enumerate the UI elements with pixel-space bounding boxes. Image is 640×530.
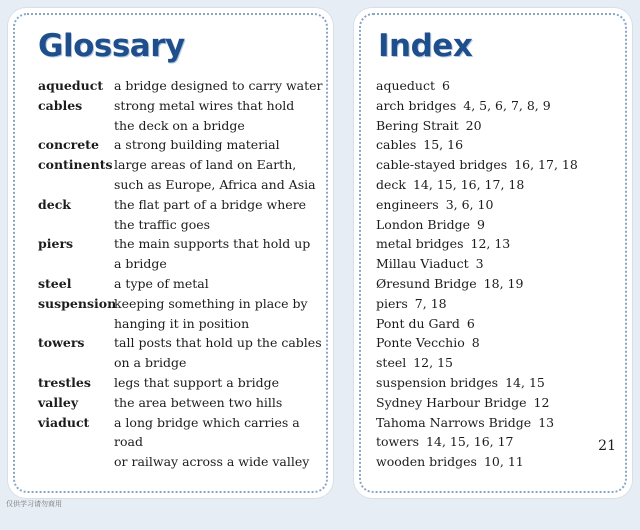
- index-pages: 15, 16: [423, 137, 464, 153]
- index-pages: 6: [466, 315, 475, 331]
- index-entry: [376, 135, 626, 155]
- index-pages: 14, 15: [505, 374, 545, 390]
- definition-line: the area between two hills: [114, 394, 283, 410]
- glossary-title: Glossary: [38, 28, 185, 64]
- index-entry: [376, 155, 626, 175]
- glossary-definition: [114, 274, 328, 294]
- index-entry: [376, 195, 626, 215]
- glossary-entry: [38, 333, 328, 373]
- footer-note: 仅供学习请勿商用: [6, 500, 62, 508]
- glossary-entry: [38, 76, 328, 96]
- index-term: cables: [376, 137, 417, 153]
- glossary-entry: [38, 274, 328, 294]
- definition-line: a strong building material: [114, 137, 280, 153]
- glossary-entry: [38, 373, 328, 393]
- glossary-entry: [38, 413, 328, 472]
- index-term: deck: [376, 176, 406, 192]
- definition-line: the main supports that hold up: [114, 236, 311, 252]
- definition-line: the deck on a bridge: [114, 117, 245, 133]
- index-term: towers: [376, 434, 420, 450]
- glossary-term: cables: [38, 97, 83, 113]
- index-term: suspension bridges: [376, 374, 499, 390]
- glossary-definition: [114, 135, 328, 155]
- index-entry: [376, 215, 626, 235]
- glossary-term: piers: [38, 236, 74, 252]
- index-panel: [354, 8, 632, 498]
- index-entry: [376, 234, 626, 254]
- glossary-definition: [114, 76, 328, 96]
- index-entry: [376, 452, 626, 472]
- index-entry: [376, 333, 626, 353]
- definition-line: tall posts that hold up the cables: [114, 335, 322, 351]
- index-entry: [376, 254, 626, 274]
- index-pages: 6: [441, 78, 450, 93]
- glossary-panel: [8, 8, 333, 498]
- glossary-term: aqueduct: [38, 78, 104, 93]
- page-number: 21: [598, 438, 616, 454]
- index-term: steel: [376, 355, 407, 371]
- index-pages: 4, 5, 6, 7, 8, 9: [463, 97, 551, 113]
- index-term: wooden bridges: [376, 454, 477, 470]
- index-term: piers: [376, 295, 408, 311]
- index-pages: 9: [477, 216, 485, 232]
- glossary-term: continents: [38, 157, 113, 173]
- glossary-definition: [114, 294, 328, 334]
- definition-line: strong metal wires that hold: [114, 97, 295, 113]
- index-pages: 14, 15, 16, 17, 18: [412, 176, 525, 192]
- glossary-term: towers: [38, 335, 85, 351]
- index-term: Bering Strait: [376, 117, 459, 133]
- glossary-term: concrete: [38, 137, 99, 153]
- index-term: Tahoma Narrows Bridge: [376, 414, 532, 430]
- glossary-definition: [114, 195, 328, 235]
- definition-line: or railway across a wide valley: [114, 454, 310, 470]
- definition-line: a bridge designed to carry water: [114, 78, 323, 93]
- index-term: metal bridges: [376, 236, 464, 252]
- index-term: arch bridges: [376, 97, 457, 113]
- index-entry: [376, 116, 626, 136]
- glossary-entry: [38, 393, 328, 413]
- glossary-term: suspension: [38, 295, 117, 311]
- definition-line: the flat part of a bridge where: [114, 196, 307, 212]
- index-pages: 12: [533, 394, 550, 410]
- index-entry: [376, 413, 626, 433]
- definition-line: a long bridge which carries a road: [114, 414, 300, 450]
- index-term: cable-stayed bridges: [376, 157, 508, 173]
- definition-line: keeping something in place by: [114, 295, 308, 311]
- definition-line: large areas of land on Earth,: [114, 157, 297, 173]
- index-pages: 20: [465, 117, 482, 133]
- glossary-definition: [114, 413, 328, 472]
- index-term: Øresund Bridge: [376, 275, 477, 291]
- index-entry: [376, 274, 626, 294]
- glossary-entry: [38, 135, 328, 155]
- index-pages: 3: [475, 256, 484, 272]
- index-entry: [376, 175, 626, 195]
- index-term: London Bridge: [376, 216, 470, 232]
- index-pages: 16, 17, 18: [514, 157, 578, 173]
- glossary-definition: [114, 234, 328, 274]
- index-pages: 13: [538, 414, 555, 430]
- index-entry: [376, 294, 626, 314]
- index-entry: [376, 314, 626, 334]
- index-pages: 8: [471, 335, 480, 351]
- index-pages: 12, 13: [470, 236, 511, 252]
- glossary-term: deck: [38, 196, 71, 212]
- index-pages: 12, 15: [413, 355, 453, 371]
- glossary-definition: [114, 155, 328, 195]
- index-entry: [376, 373, 626, 393]
- index-pages: 3, 6, 10: [445, 196, 494, 212]
- index-pages: 18, 19: [483, 275, 524, 291]
- index-term: Ponte Vecchio: [376, 335, 465, 351]
- glossary-entry: [38, 195, 328, 235]
- index-pages: 7, 18: [414, 295, 447, 311]
- definition-line: legs that support a bridge: [114, 374, 280, 390]
- index-entry: [376, 393, 626, 413]
- index-title: Index: [378, 28, 473, 64]
- glossary-entry: [38, 96, 328, 136]
- glossary-term: trestles: [38, 374, 91, 390]
- index-entry: [376, 76, 626, 96]
- glossary-entry: [38, 155, 328, 195]
- index-term: Millau Viaduct: [376, 256, 469, 272]
- glossary-definition: [114, 96, 328, 136]
- glossary-list: [38, 76, 328, 472]
- index-list: [376, 76, 626, 472]
- index-term: aqueduct: [376, 78, 435, 93]
- definition-line: such as Europe, Africa and Asia: [114, 176, 316, 192]
- index-entry: [376, 96, 626, 116]
- index-entry: [376, 432, 626, 452]
- index-pages: 10, 11: [483, 454, 524, 470]
- glossary-term: steel: [38, 275, 72, 291]
- glossary-term: valley: [38, 394, 79, 410]
- glossary-term: viaduct: [38, 414, 90, 430]
- glossary-entry: [38, 294, 328, 334]
- index-term: engineers: [376, 196, 439, 212]
- glossary-definition: [114, 393, 328, 413]
- glossary-definition: [114, 373, 328, 393]
- index-entry: [376, 353, 626, 373]
- glossary-definition: [114, 333, 328, 373]
- glossary-entry: [38, 234, 328, 274]
- definition-line: hanging it in position: [114, 315, 250, 331]
- index-term: Sydney Harbour Bridge: [376, 394, 527, 410]
- definition-line: on a bridge: [114, 355, 187, 371]
- definition-line: the traffic goes: [114, 216, 211, 232]
- definition-line: a type of metal: [114, 275, 209, 291]
- definition-line: a bridge: [114, 256, 167, 272]
- index-term: Pont du Gard: [376, 315, 460, 331]
- index-pages: 14, 15, 16, 17: [426, 434, 514, 450]
